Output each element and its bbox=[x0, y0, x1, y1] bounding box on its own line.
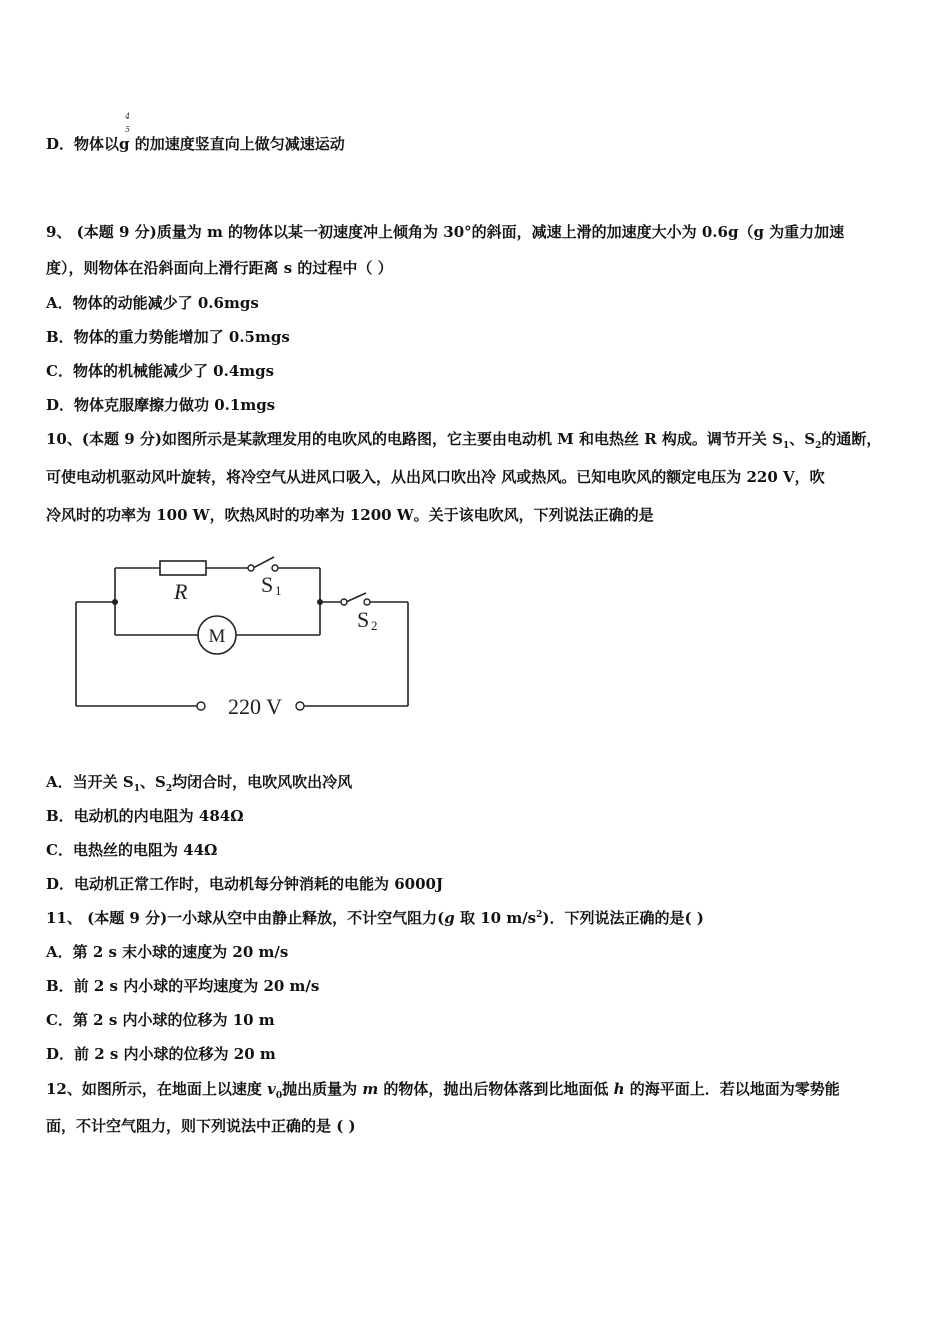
power-terminal-left bbox=[197, 702, 205, 710]
q11-option-c: C．第 2 s 内小球的位移为 10 m bbox=[46, 1011, 275, 1029]
superscript-2: 2 bbox=[536, 910, 543, 920]
q10-stem-line2: 可使电动机驱动风叶旋转，将冷空气从进风口吸入，从出风口吹出冷 风或热风。已知电吹风的额定电压为 220 V，吹 bbox=[46, 468, 825, 486]
q10-option-b: B．电动机的内电阻为 484Ω bbox=[46, 807, 244, 825]
q11-option-d: D．前 2 s 内小球的位移为 20 m bbox=[46, 1045, 276, 1063]
fraction-denominator: 5 bbox=[125, 125, 131, 134]
q8-option-d-prefix: D．物体以 bbox=[46, 135, 120, 153]
q10-option-a-text-a: A．当开关 S bbox=[46, 773, 134, 791]
fraction-numerator: 4 bbox=[125, 112, 131, 121]
resistor-label: R bbox=[174, 579, 188, 604]
junction-left bbox=[112, 599, 118, 605]
switch-s2-subscript: 2 bbox=[371, 618, 378, 633]
q9-stem-line1: 9、 (本题 9 分)质量为 m 的物体以某一初速度冲上倾角为 30°的斜面，减速上滑的加速度大小为 0.6g（g 为重力加速 bbox=[46, 223, 845, 241]
q9-option-d: D．物体克服摩擦力做功 0.1mgs bbox=[46, 396, 276, 414]
q10-stem-line1 bbox=[46, 429, 881, 449]
resistor bbox=[160, 561, 206, 575]
q8-option-d-suffix: g 的加速度竖直向上做匀减速运动 bbox=[119, 135, 345, 153]
q10-option-d: D．电动机正常工作时，电动机每分钟消耗的电能为 6000J bbox=[46, 875, 444, 893]
subscript-2: 2 bbox=[815, 441, 822, 451]
q12-stem-m: m bbox=[362, 1080, 379, 1098]
circuit-diagram bbox=[70, 548, 420, 723]
switch-s1-terminal-left bbox=[248, 565, 254, 571]
motor-label: M bbox=[208, 626, 226, 647]
q11-option-a: A．第 2 s 末小球的速度为 20 m/s bbox=[46, 943, 289, 961]
switch-s1-terminal-right bbox=[272, 565, 278, 571]
q10-stem-line3: 冷风时的功率为 100 W，吹热风时的功率为 1200 W。关于该电吹风，下列说法正确的是 bbox=[46, 506, 654, 524]
q10-stem-text-b: 、S bbox=[789, 430, 816, 448]
q12-stem-text-b: 抛出质量为 bbox=[282, 1080, 363, 1098]
q8-option-d bbox=[46, 134, 345, 154]
q10-stem-text-c: 的通断， bbox=[821, 430, 882, 448]
q10-stem-text-a: 10、(本题 9 分)如图所示是某款理发用的电吹风的电路图，它主要由电动机 M 和电热丝 R 构成。调节开关 S bbox=[46, 430, 783, 448]
switch-s2-terminal-right bbox=[364, 599, 370, 605]
q9-option-c: C．物体的机械能减少了 0.4mgs bbox=[46, 362, 275, 380]
q9-stem-line2: 度），则物体在沿斜面向上滑行距离 s 的过程中（ ） bbox=[46, 259, 393, 277]
power-terminal-right bbox=[296, 702, 304, 710]
q9-option-b: B．物体的重力势能增加了 0.5mgs bbox=[46, 328, 290, 346]
q12-stem-text-a: 12、如图所示，在地面上以速度 bbox=[46, 1080, 268, 1098]
q9-option-a: A．物体的动能减少了 0.6mgs bbox=[46, 294, 259, 312]
q12-stem-text-d: 的海平面上．若以地面为零势能 bbox=[624, 1080, 840, 1098]
switch-s1-label: S bbox=[261, 572, 274, 597]
switch-s2-blade bbox=[346, 593, 366, 602]
subscript-0: 0 bbox=[275, 1091, 283, 1101]
q10-option-a-text-c: 均闭合时，电吹风吹出冷风 bbox=[172, 773, 353, 791]
junction-right bbox=[317, 599, 323, 605]
subscript-1: 1 bbox=[133, 784, 140, 794]
switch-s2-terminal-left bbox=[341, 599, 347, 605]
switch-s1-subscript: 1 bbox=[275, 583, 282, 598]
voltage-label: 220 V bbox=[228, 694, 282, 719]
q10-option-a-text-b: 、S bbox=[139, 773, 166, 791]
q12-stem-line1 bbox=[46, 1079, 840, 1099]
q11-stem bbox=[46, 908, 704, 928]
q10-option-a bbox=[46, 772, 352, 792]
q12-stem-text-c: 的物体，抛出后物体落到比地面低 bbox=[378, 1080, 614, 1098]
q10-option-c: C．电热丝的电阻为 44Ω bbox=[46, 841, 218, 859]
switch-s1-blade bbox=[253, 557, 274, 568]
q11-option-b: B．前 2 s 内小球的平均速度为 20 m/s bbox=[46, 977, 320, 995]
subscript-1: 1 bbox=[782, 441, 790, 451]
q12-stem-line2: 面，不计空气阻力，则下列说法中正确的是 ( ) bbox=[46, 1117, 356, 1135]
q11-stem-text-a: 11、 (本题 9 分)一小球从空中由静止释放，不计空气阻力( bbox=[46, 909, 445, 927]
switch-s2-label: S bbox=[357, 607, 370, 632]
q12-stem-v: v bbox=[267, 1080, 276, 1098]
q11-stem-g: g bbox=[444, 909, 455, 927]
q11-stem-text-b: 取 10 m/s bbox=[454, 909, 537, 927]
q12-stem-h: h bbox=[613, 1080, 625, 1098]
subscript-2: 2 bbox=[165, 784, 173, 794]
q11-stem-text-c: )．下列说法正确的是( ) bbox=[542, 909, 704, 927]
